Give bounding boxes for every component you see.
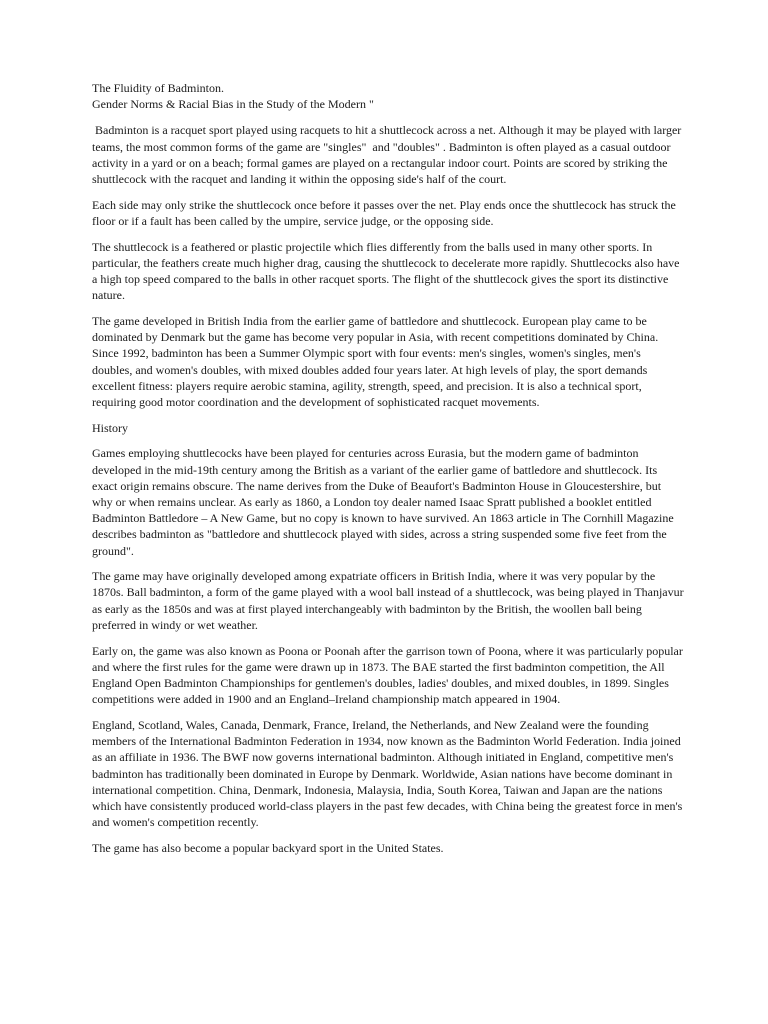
paragraph-history-5: The game has also become a popular backyard sport in the United States. [92,840,444,855]
document-subtitle: Gender Norms & Racial Bias in the Study of the Modern " [92,97,374,112]
paragraph-history-1: Games employing shuttlecocks have been played for centuries across Eurasia, but the modern game of badminton developed in the mid-19th century among the British as a variant of the earlier game of battledore and shuttlecock. Its exact origin remains obscure. The name derives from the Duke of Beaufort's Badminton House in Gloucestershire, but why or when remains unclear. As early as 1860, a London toy dealer named Isaac Spratt published a booklet entitled Badminton Battledore – A New Game, but no copy is known to have survived. An 1863 article in The Cornhill Magazine describes badminton as "battledore and shuttlecock played with sides, across a string suspended some five feet from the ground". [92,446,674,558]
paragraph-intro-3: The shuttlecock is a feathered or plastic projectile which flies differently from the balls used in many other sports. In particular, the feathers create much higher drag, causing the shuttlecock to decelerate more rapidly. Shuttlecocks also have a high top speed compared to the balls in other racquet sports. The flight of the shuttlecock gives the sport its distinctive nature. [92,239,680,303]
document-page [92,80,684,866]
paragraph-history-3: Early on, the game was also known as Poona or Poonah after the garrison town of Poona, where it was particularly popular and where the first rules for the game were drawn up in 1873. The BAE started the first badminton competition, the All England Open Badminton Championships for gentlemen's doubles, ladies' doubles, and mixed doubles, in 1899. Singles competitions were added in 1900 and an England–Ireland championship match appeared in 1904. [92,643,683,707]
section-heading-history: History [92,420,128,435]
paragraph-history-4: England, Scotland, Wales, Canada, Denmark, France, Ireland, the Netherlands, and New Zealand were the founding members of the International Badminton Federation in 1934, now known as the Badminton World Federation. India joined as an affiliate in 1936. The BWF now governs international badminton. Although initiated in England, competitive men's badminton has traditionally been dominated in Europe by Denmark. Worldwide, Asian nations have become dominant in international competition. China, Denmark, Indonesia, Malaysia, India, South Korea, Taiwan and Japan are the nations which have consistently produced world-class players in the past few decades, with China being the greatest force in men's and women's competition recently. [92,717,683,830]
paragraph-intro-1: Badminton is a racquet sport played using racquets to hit a shuttlecock across a net. Although it may be played with larger teams, the most common forms of the game are "singles" and "doubles" . Badminton is often played as a casual outdoor activity in a yard or on a beach; formal games are played on a rectangular indoor court. Points are scored by striking the shuttlecock with the racquet and landing it within the opposing side's half of the court. [92,123,685,187]
paragraph-history-2: The game may have originally developed among expatriate officers in British India, where it was very popular by the 1870s. Ball badminton, a form of the game played with a wool ball instead of a shuttlecock, was being played in Thanjavur as early as the 1850s and was at first played interchangeably with badminton by the British, the woollen ball being preferred in windy or wet weather. [92,569,684,632]
paragraph-intro-2: Each side may only strike the shuttlecock once before it passes over the net. Play ends once the shuttlecock has struck the floor or if a fault has been called by the umpire, service judge, or the opposing side. [92,197,676,228]
title-block [92,80,684,112]
paragraph-intro-4: The game developed in British India from the earlier game of battledore and shuttlecock. European play came to be dominated by Denmark but the game has become very popular in Asia, with recent competitions dominated by China. Since 1992, badminton has been a Summer Olympic sport with four events: men's singles, women's singles, men's doubles, and women's doubles, with mixed doubles added four years later. At high levels of play, the sport demands excellent fitness: players require aerobic stamina, agility, strength, speed, and precision. It is also a technical sport, requiring good motor coordination and the development of sophisticated racquet movements. [92,313,659,409]
document-title: The Fluidity of Badminton. [92,81,224,95]
